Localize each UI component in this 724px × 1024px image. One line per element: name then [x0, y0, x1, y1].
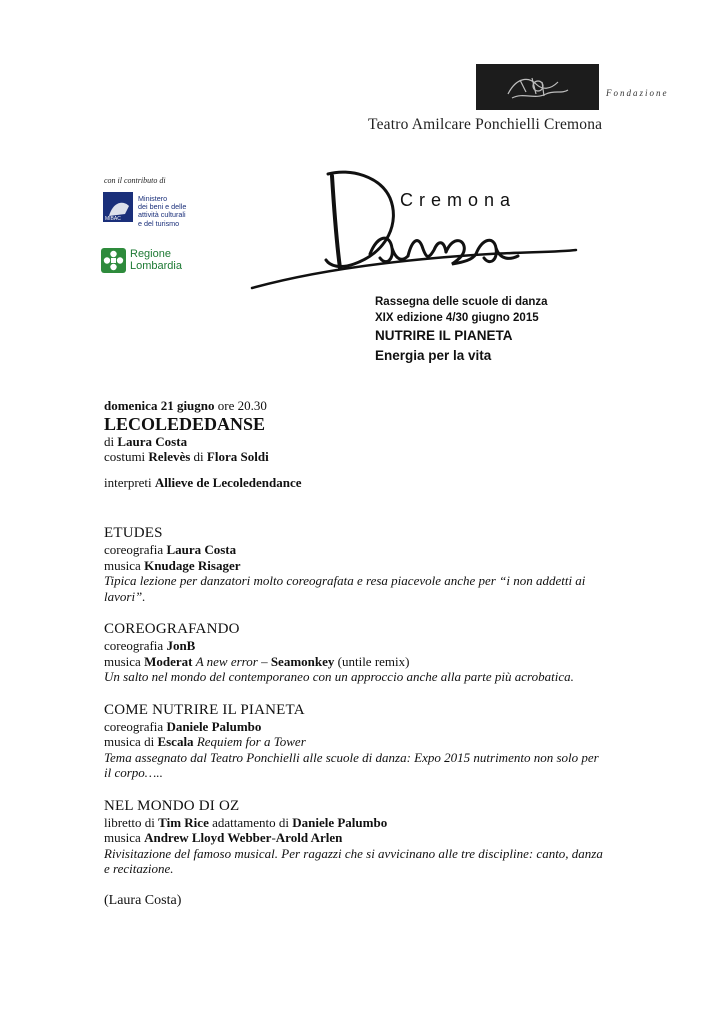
composer: Escala [157, 734, 194, 749]
fondazione-logo [476, 64, 599, 110]
theatre-emblem-icon [476, 64, 599, 110]
section-title: NEL MONDO DI OZ [104, 797, 240, 814]
section-title: ETUDES [104, 525, 163, 541]
danza-logo [250, 168, 580, 294]
ministero-text [138, 195, 186, 228]
libretto-label: libretto di [104, 814, 155, 830]
music-note: (untile remix) [337, 653, 410, 669]
event-author-line [104, 434, 604, 450]
ministero-line: e del turismo [138, 218, 180, 228]
libretto-line [104, 815, 604, 831]
signature: (Laura Costa) [104, 892, 182, 908]
costumes-label: costumi [104, 449, 146, 464]
program-content [104, 398, 604, 908]
music-line [104, 830, 604, 846]
contribution-label: con il contributo di [104, 176, 166, 185]
composer-2: Arold Arlen [275, 830, 343, 845]
music-line [104, 558, 604, 574]
choreographer: Laura Costa [166, 542, 237, 557]
choreography-line [104, 638, 604, 654]
music-dash: - [271, 830, 276, 845]
music-label: musica [104, 557, 141, 573]
regione-line: Regione [130, 248, 171, 260]
mibac-icon [103, 192, 133, 222]
librettist: Tim Rice [158, 814, 209, 830]
choreography-label: coreografia [104, 542, 164, 557]
event-datetime [104, 398, 604, 414]
performers-label: interpreti [104, 474, 152, 490]
mibac-logo-text: MIBAC [105, 216, 121, 222]
costumes-author: Flora Soldi [206, 449, 269, 464]
regione-lombardia-text [130, 248, 182, 272]
music-label: musica di [104, 734, 155, 749]
rassegna-line: Rassegna delle scuole di danza [375, 296, 548, 308]
costumes-di: di [193, 449, 204, 464]
music-line [104, 654, 604, 670]
ministero-line: dei beni e delle [138, 202, 187, 212]
adapter: Daniele Palumbo [292, 814, 388, 830]
event-time: ore 20.30 [217, 398, 267, 413]
composer-2: Seamonkey [270, 653, 335, 669]
theme-title: NUTRIRE IL PIANETA [375, 328, 513, 343]
theme-subtitle: Energia per la vita [375, 348, 492, 363]
event-date: domenica 21 giugno [104, 398, 215, 413]
fondazione-label: Fondazione [606, 88, 669, 98]
performers-line [104, 475, 604, 491]
choreography-label: coreografia [104, 638, 164, 653]
theatre-name: Teatro Amilcare Ponchielli Cremona [368, 116, 603, 133]
music-dash: – [261, 653, 268, 669]
section-description: Tema assegnato dal Teatro Ponchielli alle scuole di danza: Expo 2015 nutrimento non solo per il corpo….. [104, 749, 599, 780]
cremona-word: Cremona [400, 190, 517, 210]
choreography-label: coreografia [104, 718, 164, 734]
choreographer: Daniele Palumbo [166, 718, 262, 734]
section-title: COREOGRAFANDO [104, 621, 240, 637]
edition-line: XIX edizione 4/30 giugno 2015 [375, 312, 539, 324]
event-title: LECOLEDEDANSE [104, 413, 266, 434]
section-title: COME NUTRIRE IL PIANETA [104, 701, 305, 718]
costumes-line [104, 449, 604, 465]
choreography-line [104, 719, 604, 735]
costumes-brand: Relevès [148, 449, 191, 464]
music-label: musica [104, 653, 141, 669]
section-description: Rivisitazione del famoso musical. Per ragazzi che si avvicinano alle tre discipline: canto, danza e recitazione. [104, 845, 603, 876]
music-line [104, 734, 604, 750]
section-description: Un salto nel mondo del contemporaneo con un approccio anche alla parte più acrobatica. [104, 669, 574, 684]
section-description: Tipica lezione per danzatori molto coreografata e resa piacevole anche per “i non addetti ai lavori”. [104, 573, 586, 604]
music-label: musica [104, 830, 141, 845]
ministero-line: attività culturali [138, 210, 186, 220]
performers-value: Allieve de Lecoledendance [154, 474, 302, 490]
music-work: Requiem for a Tower [196, 734, 306, 749]
adaptation-label: adattamento di [212, 814, 289, 830]
composer: Moderat [144, 653, 193, 669]
choreography-line [104, 542, 604, 558]
regione-lombardia-icon [101, 248, 126, 273]
music-work: A new error [195, 653, 258, 669]
composer: Knudage Risager [144, 557, 241, 573]
ministero-line: Ministero [138, 194, 168, 203]
event-author: Laura Costa [117, 433, 188, 449]
author-prefix: di [104, 433, 115, 449]
composer: Andrew Lloyd Webber [144, 830, 272, 845]
regione-line: Lombardia [130, 260, 182, 272]
mibac-logo [103, 192, 133, 222]
choreographer: JonB [166, 638, 196, 653]
